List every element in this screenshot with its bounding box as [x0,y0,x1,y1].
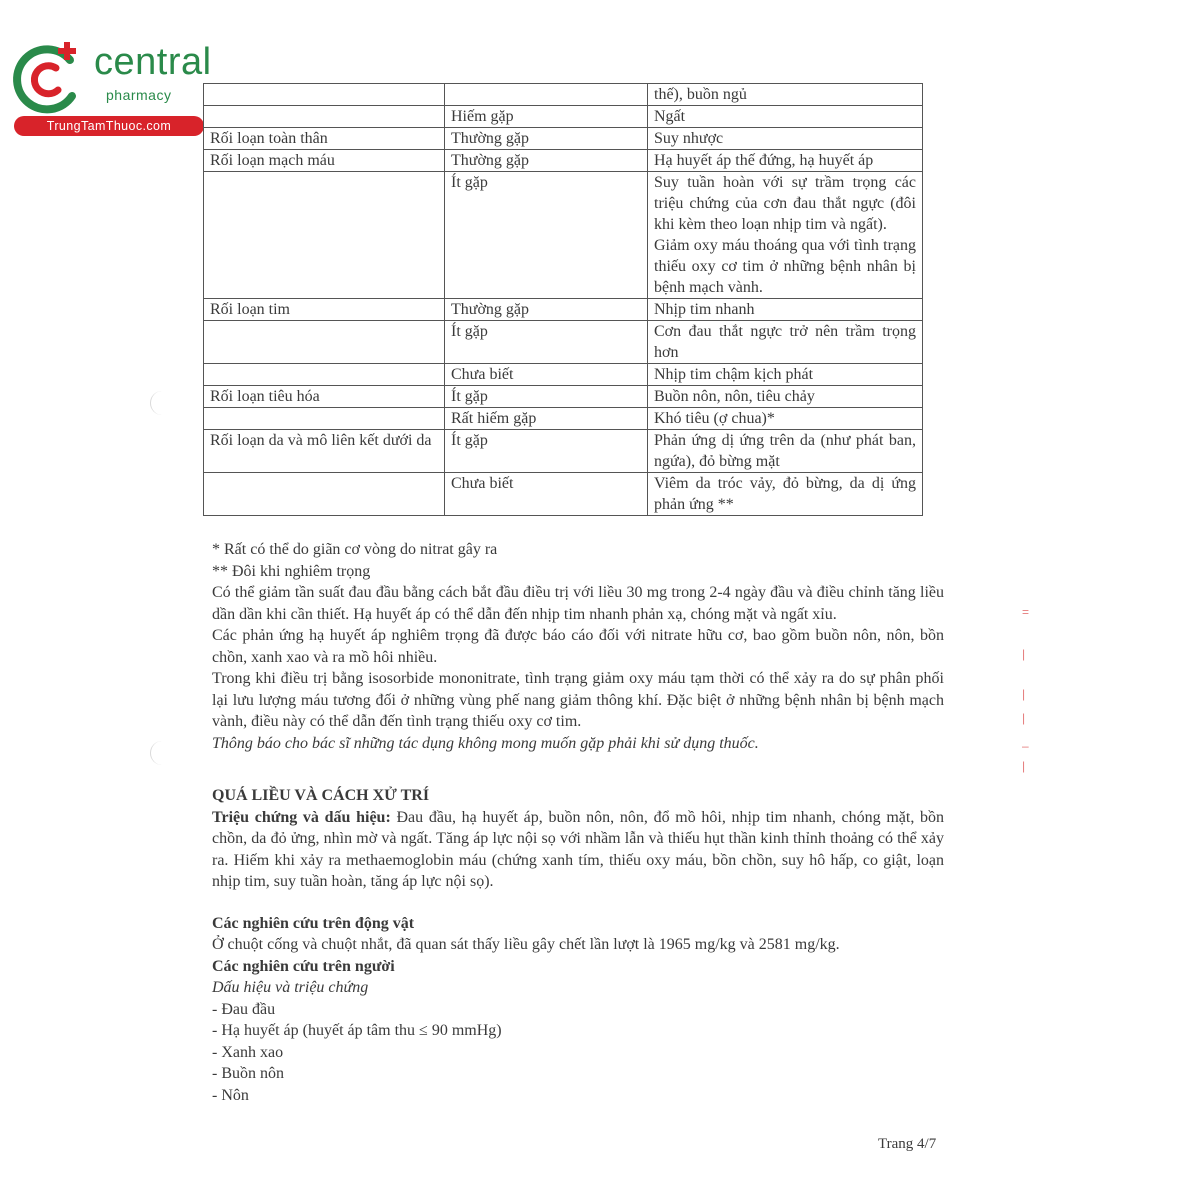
paragraph-headache: Có thể giảm tần suất đau đầu bằng cách bắt đầu điều trị với liều 30 mg trong 2-4 ngày đầu và điều chỉnh tăng liều dần dần khi cần thiết. Hạ huyết áp có thể dẫn đến nhịp tim nhanh phản xạ, chóng mặt và ngất xỉu. [212,584,944,623]
scan-margin-mark: | [1022,687,1026,701]
organ-cell: Rối loạn tiêu hóa [204,386,445,408]
list-item: - Nôn [212,1086,249,1104]
symptoms-label: Triệu chứng và dấu hiệu: [212,808,391,826]
frequency-cell: Ít gặp [445,386,648,408]
effect-cell [648,172,923,299]
table-row [204,128,923,150]
scan-margin-mark: – [1022,739,1029,753]
list-item: - Xanh xao [212,1043,284,1061]
table-row [204,408,923,430]
frequency-cell: Ít gặp [445,321,648,364]
table-row [204,172,923,299]
organ-cell [204,106,445,128]
frequency-cell: Hiếm gặp [445,106,648,128]
paragraph-hypoxemia: Trong khi điều trị bằng isosorbide mononitrate, tình trạng giảm oxy máu tạm thời có thể xảy ra do sự phân phối lại lưu lượng máu tương đối ở những vùng phế nang giảm thông khí. Đặc biệt ở những bệnh nhân bị bệnh mạch vành, điều này có thể dẫn đến tình trạng thiếu oxy cơ tim. [212,670,944,730]
organ-cell [204,364,445,386]
table-row [204,84,923,106]
overdose-section-title: QUÁ LIỀU VÀ CÁCH XỬ TRÍ [212,787,430,804]
organ-cell [204,408,445,430]
table-row [204,364,923,386]
effect-cell: thế), buồn ngủ [648,84,923,106]
frequency-cell: Rất hiếm gặp [445,408,648,430]
signs-symptoms-title: Dấu hiệu và triệu chứng [212,979,369,996]
frequency-cell: Chưa biết [445,473,648,516]
list-item: - Buồn nôn [212,1065,284,1082]
organ-cell [204,172,445,299]
scan-margin-mark: | [1022,711,1026,725]
organ-cell [204,321,445,364]
page-number: Trang 4/7 [878,1136,937,1152]
effect-cell: Khó tiêu (ợ chua)* [648,408,923,430]
punch-hole-mark [150,391,165,415]
frequency-cell: Ít gặp [445,172,648,299]
organ-cell [204,84,445,106]
table-row [204,473,923,516]
animal-studies-title: Các nghiên cứu trên động vật [212,914,415,932]
paragraph-report-notice: Thông báo cho bác sĩ những tác dụng không mong muốn gặp phải khi sử dụng thuốc. [212,734,759,752]
logo-website-banner: TrungTamThuoc.com [14,116,204,136]
organ-cell: Rối loạn da và mô liên kết dưới da [204,430,445,473]
effect-cell: Buồn nôn, nôn, tiêu chảy [648,386,923,408]
effect-text: Giảm oxy máu thoáng qua với tình trạng thiếu oxy cơ tim ở những bệnh nhân bị bệnh mạch vành. [654,237,916,296]
scan-margin-mark: | [1022,647,1026,661]
footnote-single-asterisk: * Rất có thể do giãn cơ vòng do nitrat gây ra [212,541,498,558]
frequency-cell: Thường gặp [445,128,648,150]
symptoms-text: Đau đầu, hạ huyết áp, buồn nôn, nôn, đổ mồ hôi, nhịp tim nhanh, chóng mặt, bồn chồn, da đỏ ửng, nhìn mờ và ngất. Tăng áp lực nội sọ với nhầm lẫn và thiếu hụt thần kinh thỉnh thoảng có thể xảy ra. Hiếm khi xảy ra methaemoglobin máu (chứng xanh tím, thiếu oxy máu, bồn chồn, suy hô hấp, co giật, loạn nhịp tim, suy tuần hoàn, tăng áp lực nội sọ). [212,808,945,890]
frequency-cell: Thường gặp [445,299,648,321]
effect-cell: Suy nhược [648,128,923,150]
frequency-cell: Chưa biết [445,364,648,386]
table-row [204,106,923,128]
frequency-cell: Thường gặp [445,150,648,172]
punch-hole-mark [150,741,165,765]
effect-text: Suy tuần hoàn với sự trầm trọng các triệu chứng của cơn đau thắt ngực (đôi khi kèm theo loạn nhịp tim và ngất). [654,174,916,233]
logo-name: central [94,41,212,83]
effect-cell: Cơn đau thắt ngực trở nên trầm trọng hơn [648,321,923,364]
central-pharmacy-logo-mark-icon [10,38,90,118]
scan-margin-mark: | [1022,759,1026,773]
human-studies-title: Các nghiên cứu trên người [212,957,395,975]
table-row [204,386,923,408]
organ-cell: Rối loạn tim [204,299,445,321]
central-pharmacy-logo[interactable] [10,38,215,138]
frequency-cell [445,84,648,106]
list-item: - Hạ huyết áp (huyết áp tâm thu ≤ 90 mmHg) [212,1022,502,1039]
scan-margin-mark: = [1022,605,1030,619]
effect-cell: Viêm da tróc vảy, đỏ bừng, da dị ứng phản ứng ** [648,473,923,516]
effect-cell: Nhịp tim chậm kịch phát [648,364,923,386]
logo-subtitle: pharmacy [106,87,172,103]
side-effects-table [203,83,923,516]
effect-cell: Hạ huyết áp thế đứng, hạ huyết áp [648,150,923,172]
footnote-double-asterisk: ** Đôi khi nghiêm trọng [212,562,371,580]
table-row [204,299,923,321]
table-row [204,150,923,172]
document-body [212,539,944,1106]
paragraph-hypotension: Các phản ứng hạ huyết áp nghiêm trọng đã được báo cáo đối với nitrate hữu cơ, bao gồm buồn nôn, nôn, bồn chồn, xanh xao và ra mồ hôi nhiều. [212,627,944,666]
effect-cell: Nhịp tim nhanh [648,299,923,321]
organ-cell: Rối loạn mạch máu [204,150,445,172]
overdose-symptoms-paragraph [212,807,944,893]
table-row [204,321,923,364]
organ-cell: Rối loạn toàn thân [204,128,445,150]
animal-studies-text: Ở chuột cống và chuột nhắt, đã quan sát thấy liều gây chết lần lượt là 1965 mg/kg và 2581 mg/kg. [212,936,840,953]
list-item: - Đau đầu [212,1000,276,1018]
table-row [204,430,923,473]
organ-cell [204,473,445,516]
effect-cell: Phản ứng dị ứng trên da (như phát ban, ngứa), đỏ bừng mặt [648,430,923,473]
effect-cell: Ngất [648,106,923,128]
frequency-cell: Ít gặp [445,430,648,473]
